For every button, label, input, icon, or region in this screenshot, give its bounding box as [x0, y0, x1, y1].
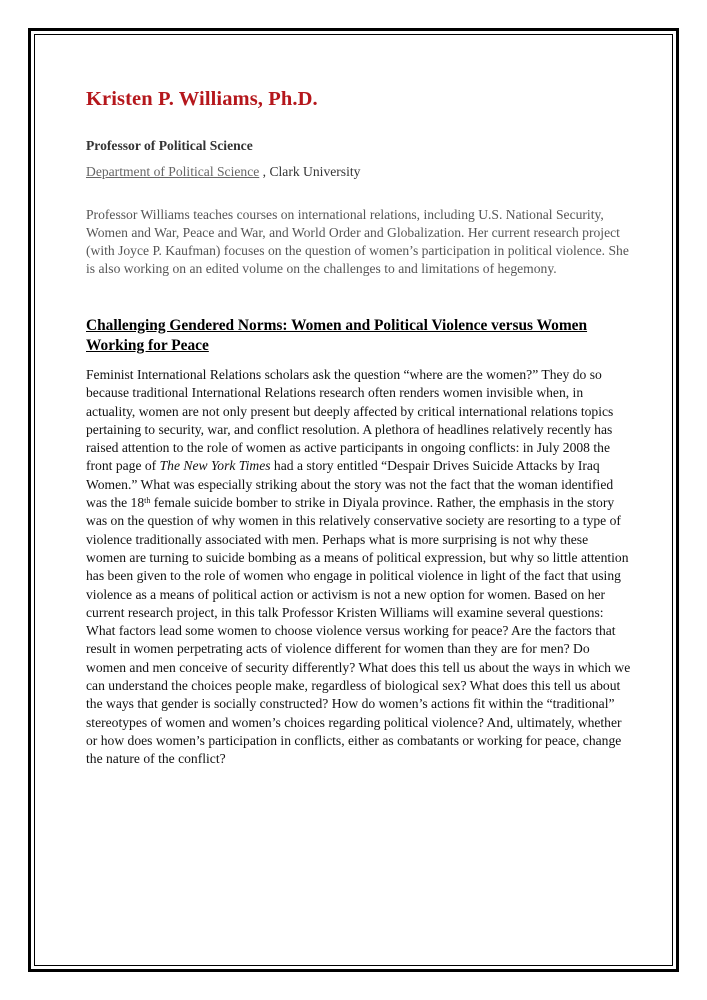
department-line	[86, 164, 360, 180]
flyer-content	[86, 86, 631, 767]
talk-abstract	[86, 366, 631, 769]
department-link[interactable]: Department of Political Science	[86, 164, 260, 179]
abstract-text-2: had a story entitled “Despair Drives Suicide Attacks by Iraq Women.” What was especially striking about the story was not the fact that the woman identified was the 18	[86, 458, 614, 511]
speaker-bio: Professor Williams teaches courses on international relations, including U.S. National Security, Women and War, Peace and War, and World Order and Globalization. Her current research project (with Joyce P. Kaufman) focuses on the question of women’s participation in political violence. She is also working on an edited volume on the challenges to and limitations of hegemony.	[86, 207, 629, 276]
abstract-text-1: Feminist International Relations scholars ask the question “where are the women?” They do so because traditional International Relations research often renders women invisible when, in actuality, women are not only present but deeply affected by critical international relations topics pertaining to security, war, and conflict resolution. A plethora of headlines relatively recently has raised attention to the role of women as active participants in ongoing conflicts: in July 2008 the front page of	[86, 367, 614, 474]
university-name: , Clark University	[259, 164, 361, 179]
ordinal-suffix: th	[144, 496, 151, 506]
talk-title: Challenging Gendered Norms: Women and Political Violence versus Women Working for Peace	[86, 317, 588, 354]
speaker-title: Professor of Political Science	[86, 138, 253, 153]
publication-name: The New York Times	[159, 458, 271, 474]
speaker-name: Kristen P. Williams, Ph.D.	[86, 88, 318, 110]
abstract-text-3: female suicide bomber to strike in Diyala province. Rather, the emphasis in the story was on the question of why women in this relatively conservative society are resorting to a type of violence traditionally associated with men. Perhaps what is more surprising is not why these women are turning to suicide bombing as a means of political expression, but why so little attention has been given to the role of women who engage in political violence in light of the fact that using violence as a means of political action or activism is not a new option for women. Based on her current research project, in this talk Professor Kristen Williams will examine several questions: What factors lead some women to choose violence versus working for peace? Are the factors that result in women perpetrating acts of violence different for women than they are for men? Do women and men conceive of security differently? What does this tell us about the ways in which we can understand the choices people make, regardless of biological sex? What does this tell us about the ways that gender is socially constructed? How do women’s actions fit within the “traditional” stereotypes of women and women’s choices regarding political violence? And, ultimately, whether or how does women’s participation in conflicts, either as combatants or working for peace, change the nature of the conflict?	[86, 495, 631, 767]
